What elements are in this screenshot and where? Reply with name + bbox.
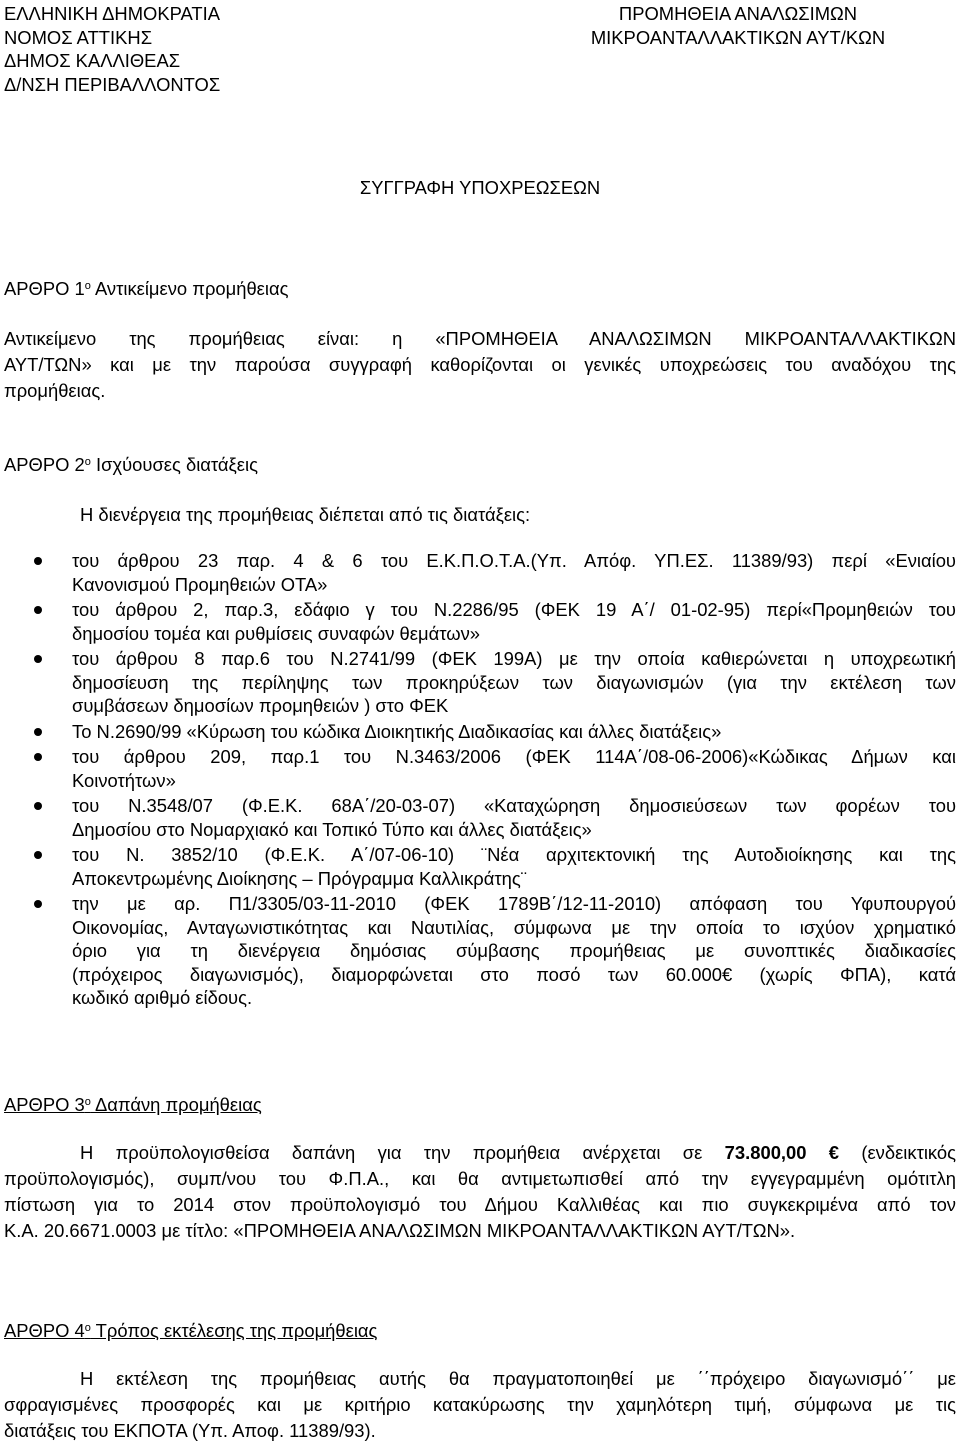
article-heading-text	[4, 1094, 262, 1115]
list-item-line: Κοινοτήτων»	[72, 769, 176, 791]
article-number: ΑΡΘΡΟ 3	[4, 1094, 85, 1115]
subject-line: ΜΙΚΡΟΑΝΤΑΛΛΑΚΤΙΚΩΝ ΑΥΤ/ΚΩΝ	[590, 26, 886, 48]
issuer-block	[4, 2, 220, 96]
list-item	[34, 843, 956, 890]
article-number: ΑΡΘΡΟ 1	[4, 278, 85, 299]
list-item	[34, 549, 956, 596]
article-1-line: προμήθειας.	[4, 380, 106, 401]
amount-note: (ενδεικτικός	[839, 1142, 956, 1163]
list-item-line: Το Ν.2690/99 «Κύρωση του κώδικα Διοικητικής Διαδικασίας και άλλες διατάξεις»	[72, 720, 722, 742]
article-3-line: πίστωση για το 2014 στον προϋπολογισμό του Δήμου Καλλιθέας και πιο συγκεκριμένα από τον	[4, 1194, 956, 1215]
bullet-icon	[34, 802, 42, 810]
issuer-line: ΝΟΜΟΣ ΑΤΤΙΚΗΣ	[4, 26, 153, 48]
list-item-line: του Ν. 3852/10 (Φ.Ε.Κ. Α΄/07-06-10) ¨Νέα αρχιτεκτονική της Αυτοδιοίκησης και της	[72, 844, 956, 865]
bullet-icon	[34, 900, 42, 908]
article-1-line: ΑΥΤ/ΤΩΝ» και με την παρούσα συγγραφή καθορίζονται οι γενικές υποχρεώσεις του αναδόχου της	[4, 354, 956, 375]
article-title: Ισχύουσες διατάξεις	[90, 454, 258, 475]
article-3-heading	[4, 1093, 956, 1117]
article-3-line	[80, 1141, 956, 1165]
list-item-line: κωδικό αριθμό είδους.	[72, 987, 253, 1008]
list-item	[34, 745, 956, 792]
bullet-icon	[34, 557, 42, 565]
ordinal-mark: ο	[84, 1096, 91, 1108]
budget-amount: 73.800,00 €	[724, 1142, 840, 1163]
bullet-icon	[34, 851, 42, 859]
article-3-line: Κ.Α. 20.6671.0003 με τίτλο: «ΠΡΟΜΗΘΕΙΑ ΑΝΑΛΩΣΙΜΩΝ ΜΙΚΡΟΑΝΤΑΛΛΑΚΤΙΚΩΝ ΑΥΤ/ΤΩΝ».	[4, 1220, 796, 1241]
issuer-line: ΔΗΜΟΣ ΚΑΛΛΙΘΕΑΣ	[4, 50, 181, 71]
article-title: Δαπάνη προμήθειας	[90, 1094, 262, 1115]
document-title: ΣΥΓΓΡΑΦΗ ΥΠΟΧΡΕΩΣΕΩΝ	[359, 177, 601, 198]
list-item	[34, 720, 956, 744]
list-item-line: δημοσίευση της περίληψης των προκηρύξεων των διαγωνισμών (για την εκτέλεση των	[72, 671, 956, 693]
article-number: ΑΡΘΡΟ 4	[4, 1320, 85, 1341]
bullet-icon	[34, 728, 42, 736]
subject-line: ΠΡΟΜΗΘΕΙΑ ΑΝΑΛΩΣΙΜΩΝ	[618, 3, 858, 24]
provisions-list	[34, 549, 956, 1010]
list-item	[34, 892, 956, 1010]
article-4-line: σφραγισμένες προσφορές και με κριτήριο κατακύρωσης την χαμηλότερη τιμή, σύμφωνα με τις	[4, 1394, 956, 1415]
list-item-line: του Ν.3548/07 (Φ.Ε.Κ. 68Α΄/20-03-07) «Καταχώρηση δημοσιεύσεων των φορέων του	[72, 795, 956, 816]
article-1-line: Αντικείμενο της προμήθειας είναι: η «ΠΡΟΜΗΘΕΙΑ ΑΝΑΛΩΣΙΜΩΝ ΜΙΚΡΟΑΝΤΑΛΛΑΚΤΙΚΩΝ	[4, 328, 956, 349]
ordinal-mark: ο	[84, 456, 91, 468]
bullet-icon	[34, 606, 42, 614]
issuer-line: ΕΛΛΗΝΙΚΗ ΔΗΜΟΚΡΑΤΙΑ	[4, 3, 221, 24]
article-title: Τρόπος εκτέλεσης της προμήθειας	[90, 1320, 378, 1341]
ordinal-mark: ο	[84, 1322, 91, 1334]
bullet-icon	[34, 753, 42, 761]
subject-block	[548, 2, 928, 49]
list-item-line: Οικονομίας, Ανταγωνιστικότητας και Ναυτιλίας, σύμφωνα με την οποία το ισχύον χρηματικό	[72, 916, 956, 938]
article-4-heading	[4, 1319, 956, 1343]
issuer-line: Δ/ΝΣΗ ΠΕΡΙΒΑΛΛΟΝΤΟΣ	[4, 73, 221, 95]
list-item-line: του άρθρου 209, παρ.1 του Ν.3463/2006 (ΦΕΚ 114Α΄/08-06-2006)«Κώδικας Δήμων και	[72, 746, 956, 767]
list-item-line: Αποκεντρωμένης Διοίκησης – Πρόγραμμα Καλλικράτης¨	[72, 867, 527, 889]
article-2-intro: Η διενέργεια της προμήθειας διέπεται από τις διατάξεις:	[80, 504, 531, 525]
article-2-heading	[4, 453, 956, 477]
list-item	[34, 647, 956, 718]
list-item-line: του άρθρου 23 παρ. 4 & 6 του Ε.Κ.Π.Ο.Τ.Α.(Υπ. Απόφ. ΥΠ.ΕΣ. 11389/93) περί «Ενιαίου	[72, 550, 956, 571]
article-4-line: διατάξεις του ΕΚΠΟΤΑ (Υπ. Αποφ. 11389/93).	[4, 1420, 376, 1441]
article-1-heading	[4, 277, 956, 301]
article-number: ΑΡΘΡΟ 2	[4, 454, 85, 475]
list-item	[34, 794, 956, 841]
list-item-line: του άρθρου 2, παρ.3, εδάφιο γ του Ν.2286/95 (ΦΕΚ 19 Α΄/ 01-02-95) περί«Προμηθειών του	[72, 599, 956, 620]
list-item-line: Κανονισμού Προμηθειών ΟΤΑ»	[72, 573, 328, 595]
bullet-icon	[34, 655, 42, 663]
ordinal-mark: ο	[84, 280, 91, 292]
list-item-line: του άρθρου 8 παρ.6 του Ν.2741/99 (ΦΕΚ 199Α) με την οποία καθιερώνεται η υποχρεωτική	[72, 648, 956, 669]
list-item-line: την με αρ. Π1/3305/03-11-2010 (ΦΕΚ 1789Β΄/12-11-2010) απόφαση του Υφυπουργού	[72, 893, 956, 914]
article-4-line: Η εκτέλεση της προμήθειας αυτής θα πραγματοποιηθεί με ΄΄πρόχειρο διαγωνισμό΄΄ με	[80, 1368, 956, 1389]
list-item-line: Δημοσίου στο Νομαρχιακό και Τοπικό Τύπο και άλλες διατάξεις»	[72, 818, 592, 840]
list-item-line: (πρόχειρος διαγωνισμός), διαμορφώνεται στο ποσό των 60.000€ (χωρίς ΦΠΑ), κατά	[72, 963, 956, 985]
list-item	[34, 598, 956, 645]
amount-label: Η προϋπολογισθείσα δαπάνη για την προμήθεια ανέρχεται σε	[80, 1142, 725, 1163]
article-3-line: προϋπολογισμός), συμπ/νου του Φ.Π.Α., και θα αντιμετωπισθεί από την εγγεγραμμένη ομότιτλη	[4, 1168, 956, 1189]
list-item-line: δημοσίου τομέα και ρυθμίσεις συναφών θεμάτων»	[72, 622, 480, 644]
list-item-line: όριο για τη διενέργεια δημόσιας σύμβασης προμήθειας με συνοπτικές διαδικασίες	[72, 940, 956, 961]
article-heading-text	[4, 1320, 377, 1341]
article-title: Αντικείμενο προμήθειας	[90, 278, 289, 299]
list-item-line: συμβάσεων δημοσίων προμηθειών ) στο ΦΕΚ	[72, 695, 449, 716]
